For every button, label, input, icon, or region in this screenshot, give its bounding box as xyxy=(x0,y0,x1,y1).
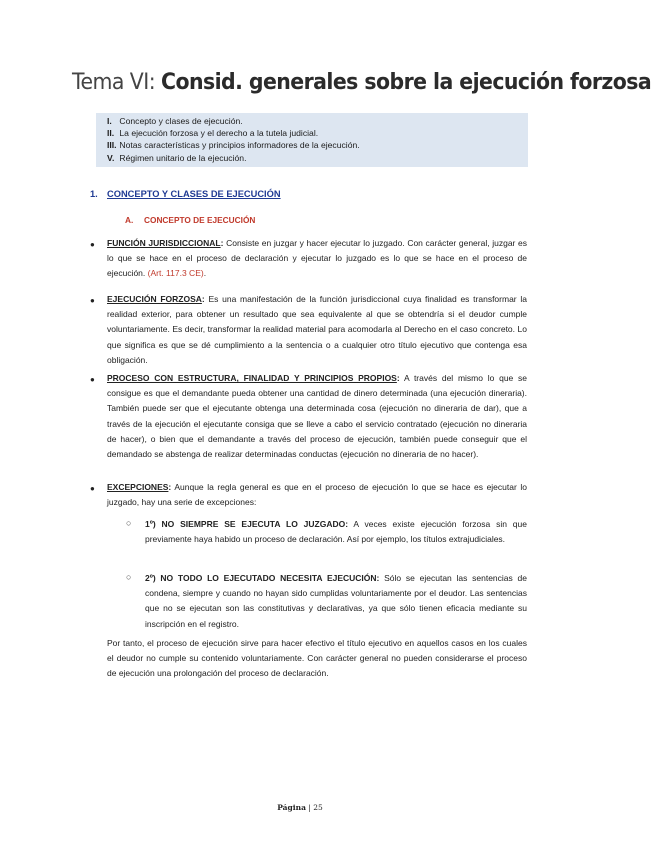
sub-bullet-circle: ○ xyxy=(126,518,132,528)
bullet-paragraph: EXCEPCIONES: Aunque la regla general es que en el proceso de ejecución lo que se hace es ejecutar lo juzgado, hay una serie de excepciones: xyxy=(107,482,527,508)
toc-item: III. Notas características y principios informadores de la ejecución. xyxy=(107,140,360,150)
bullet-paragraph: PROCESO CON ESTRUCTURA, FINALIDAD Y PRINCIPIOS PROPIOS: A través del mismo lo que se consigue es que el demandante pueda obtener una cantidad de dinero determinada (una ejecución dineraria). También puede ser que el ejecutante obtenga una determinada cosa (ejecución no dineraria de dar), que a través de la ejecución el ejecutante consiga que se lleve a cabo el servicio contratado (ejecución no dineraria de hacer), o bien que el demandante a través del proceso de ejecución, también puede conseguir que el demandado se abstenga de realizar determinadas conductas (ejecución no dineraria de no hacer). xyxy=(107,373,527,460)
subsection-heading: A. CONCEPTO DE EJECUCIÓN xyxy=(125,215,256,225)
bullet-dot: ● xyxy=(90,375,95,384)
toc-item: V. Régimen unitario de la ejecución. xyxy=(107,153,247,163)
title-main: Consid. generales sobre la ejecución forzosa xyxy=(160,70,651,95)
toc-item: I. Concepto y clases de ejecución. xyxy=(107,116,243,126)
page-footer: Página | 25 xyxy=(277,803,323,812)
section-heading: 1. CONCEPTO Y CLASES DE EJECUCIÓN xyxy=(90,189,281,199)
sub-item: 2º) NO TODO LO EJECUTADO NECESITA EJECUCIÓN: Sólo se ejecutan las sentencias de condena, siempre y cuando no hayan sido cumplidas voluntariamente por el deudor. Las sentencias que no se ejecutan son las constitutivas y declarativas, ya que sólo tienen eficacia mediante su inscripción en el registro. xyxy=(145,573,527,629)
sub-bullet-circle: ○ xyxy=(126,572,132,582)
bullet-dot: ● xyxy=(90,296,95,305)
bullet-dot: ● xyxy=(90,484,95,493)
title-prefix: Tema VI: xyxy=(72,70,161,95)
bullet-dot: ● xyxy=(90,240,95,249)
toc-item: II. La ejecución forzosa y el derecho a la tutela judicial. xyxy=(107,128,319,138)
sub-item: 1º) NO SIEMPRE SE EJECUTA LO JUZGADO: A veces existe ejecución forzosa sin que previamente haya habido un proceso de declaración. Así por ejemplo, los títulos extrajudiciales. xyxy=(145,519,527,545)
closing-paragraph: Por tanto, el proceso de ejecución sirve para hacer efectivo el título ejecutivo en aquellos casos en los cuales el deudor no cumple su contenido voluntariamente. Con carácter general no pueden considerarse el proceso de ejecución una prolongación del proceso de declaración. xyxy=(107,638,527,679)
page-title xyxy=(72,70,651,95)
bullet-paragraph: EJECUCIÓN FORZOSA: Es una manifestación de la función jurisdiccional cuya finalidad es transformar la realidad exterior, para obtener un resultado que sea equivalente al que se obtendría si el deudor cumple voluntariamente. Es decir, transformar la realidad material para acomodarla al Derecho en el caso concreto. Lo que significa es que se dé cumplimiento a la sentencia o a cualquier otro título ejecutivo que contenga esa obligación. xyxy=(107,294,527,365)
bullet-paragraph: FUNCIÓN JURISDICCIONAL: Consiste en juzgar y hacer ejecutar lo juzgado. Con carácter general, juzgar es lo que se hace en el proceso de declaración y ejecutar lo juzgado es lo que se hace en el proceso de ejecución. (Art. 117.3 CE). xyxy=(107,238,527,279)
table-of-contents xyxy=(96,113,528,167)
